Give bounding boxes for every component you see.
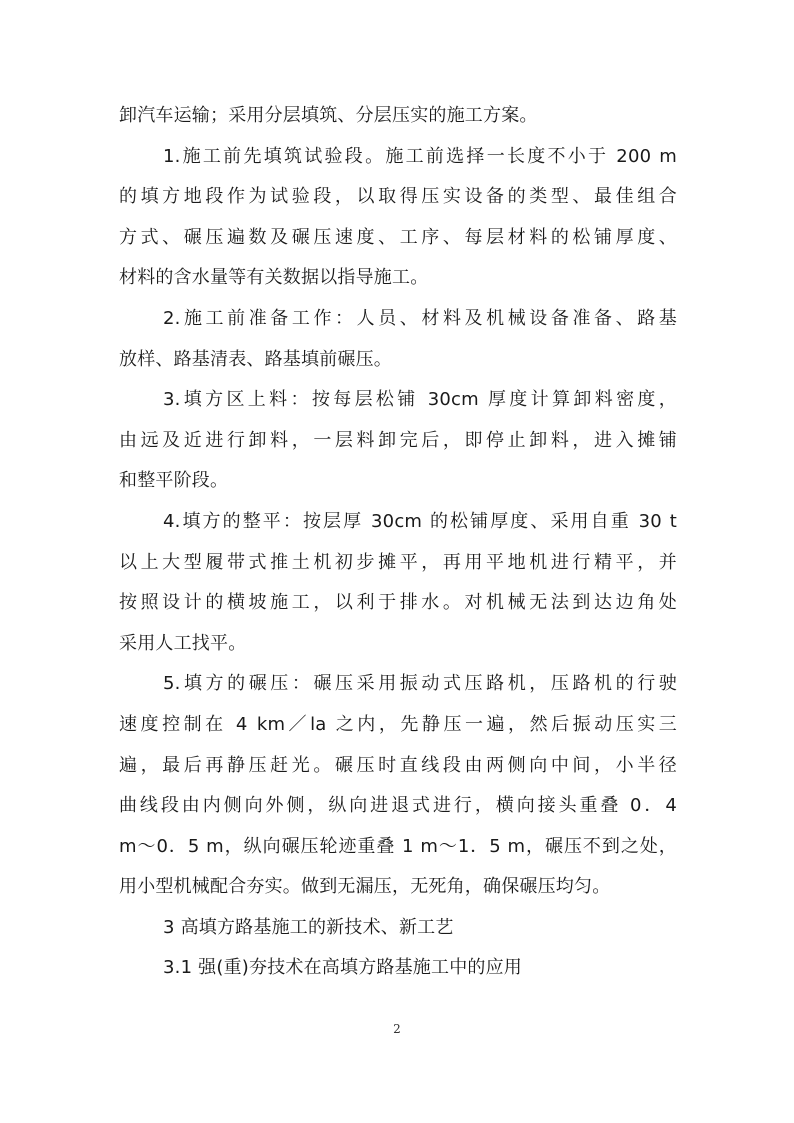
text-line: 1.施工前先填筑试验段。施工前选择一长度不小于 200 m (163, 145, 677, 167)
text-line: 采用人工找平。 (119, 632, 247, 654)
text-line: 曲线段由内侧向外侧，纵向进退式进行，横向接头重叠 0．4 (119, 795, 677, 817)
text-line: 材料的含水量等有关数据以指导施工。 (119, 267, 429, 289)
text-line: 以上大型履带式推土机初步摊平，再用平地机进行精平，并 (119, 551, 677, 573)
page-number: 2 (393, 1022, 401, 1036)
text-line: 和整平阶段。 (119, 470, 229, 492)
subsection-heading: 3.1 强(重)夯技术在高填方路基施工中的应用 (163, 957, 522, 979)
text-line: 遍，最后再静压赶光。碾压时直线段由两侧向中间，小半径 (119, 754, 677, 776)
text-line: 卸汽车运输；采用分层填筑、分层压实的施工方案。 (119, 105, 538, 126)
body-text (119, 96, 677, 989)
text-line: m～0．5 m，纵向碾压轮迹重叠 1 m～1．5 m，碾压不到之处， (119, 835, 677, 857)
text-line: 方式、碾压遍数及碾压速度、工序、每层材料的松铺厚度、 (119, 226, 677, 248)
text-line: 放样、路基清表、路基填前碾压。 (119, 348, 392, 370)
text-line: 的填方地段作为试验段，以取得压实设备的类型、最佳组合 (119, 186, 677, 208)
text-line: 按照设计的横坡施工，以利于排水。对机械无法到达边角处 (119, 592, 677, 614)
text-line: 2.施工前准备工作：人员、材料及机械设备准备、路基 (163, 307, 677, 329)
text-line: 由远及近进行卸料，一层料卸完后，即停止卸料，进入摊铺 (119, 429, 677, 451)
section-heading: 3 高填方路基施工的新技术、新工艺 (163, 916, 454, 938)
text-line: 4.填方的整平：按层厚 30cm 的松铺厚度、采用自重 30 t (163, 510, 677, 532)
text-line: 3.填方区上料：按每层松铺 30cm 厚度计算卸料密度， (163, 389, 677, 411)
text-line: 用小型机械配合夯实。做到无漏压，无死角，确保碾压均匀。 (119, 876, 611, 898)
text-line: 5.填方的碾压：碾压采用振动式压路机，压路机的行驶 (163, 673, 677, 695)
text-line: 速度控制在 4 km／la 之内，先静压一遍，然后振动压实三 (119, 713, 677, 735)
